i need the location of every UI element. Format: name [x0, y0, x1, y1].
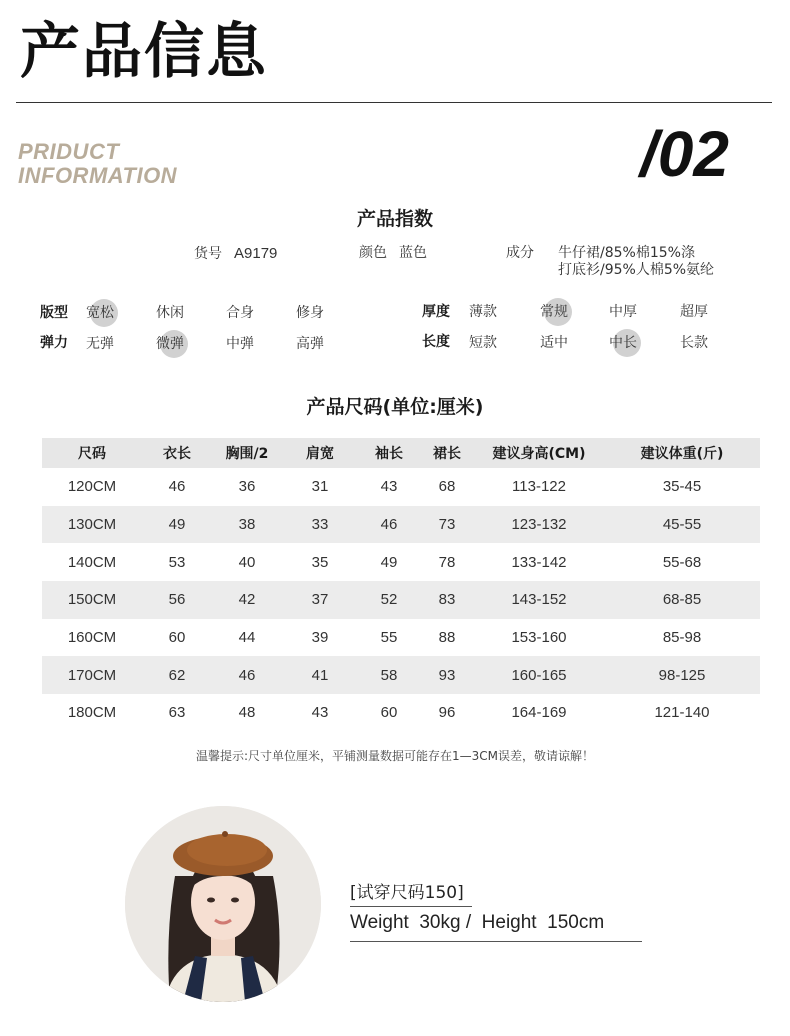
table-cell: 133-142	[511, 553, 567, 571]
table-cell: 93	[420, 656, 474, 694]
header-height: 建议身高(CM)	[474, 438, 604, 468]
table-cell: 150CM	[42, 581, 142, 619]
table-cell: 113-122	[512, 478, 566, 496]
fit-option-casual: 休闲	[156, 305, 184, 321]
length-option-short: 短款	[469, 335, 497, 351]
table-cell: 42	[212, 581, 282, 619]
header-skirt: 裙长	[420, 438, 474, 468]
model-illustration	[125, 806, 321, 1002]
english-title-line2: INFORMATION	[18, 163, 178, 188]
header-size: 尺码	[42, 438, 142, 468]
fitting-size-label: [试穿尺码150]	[350, 883, 464, 903]
color-label: 颜色	[359, 245, 387, 261]
table-row	[42, 581, 760, 619]
table-cell: 180CM	[67, 704, 117, 722]
fit-label: 版型	[40, 305, 68, 321]
sku-label: 货号	[194, 246, 222, 262]
table-cell: 46	[212, 656, 282, 694]
table-cell: 46	[358, 506, 420, 544]
table-cell: 121-140	[654, 704, 710, 722]
table-cell: 120CM	[67, 478, 117, 496]
table-cell: 60	[380, 704, 398, 722]
table-cell: 31	[311, 478, 329, 496]
elasticity-option-slight: 微弹	[156, 336, 184, 352]
table-row	[42, 656, 760, 694]
table-cell: 153-160	[511, 629, 567, 647]
table-cell: 96	[438, 704, 456, 722]
model-photo	[125, 806, 321, 1002]
table-cell: 85-98	[662, 629, 702, 647]
fit-option-slim: 修身	[296, 305, 324, 321]
table-cell: 68	[438, 478, 456, 496]
english-title	[18, 140, 177, 188]
table-cell: 35	[311, 553, 329, 571]
table-cell: 43	[311, 704, 329, 722]
material-line2: 打底衫/95%人棉5%氨纶	[558, 262, 715, 278]
header-chest: 胸围/2	[212, 438, 282, 468]
table-row	[42, 694, 760, 732]
fitting-measurements-underline	[350, 941, 642, 942]
material-line1: 牛仔裙/85%棉15%涤	[558, 245, 695, 261]
thickness-label: 厚度	[422, 304, 450, 320]
color-info	[359, 245, 427, 262]
table-cell: 55-68	[662, 553, 702, 571]
elasticity-label: 弹力	[40, 335, 68, 351]
table-cell: 46	[168, 478, 186, 496]
table-cell: 48	[238, 704, 256, 722]
table-cell: 49	[380, 553, 398, 571]
header-weight: 建议体重(斤)	[604, 438, 760, 468]
material-info	[558, 245, 714, 279]
table-cell: 62	[142, 656, 212, 694]
header-shoulder: 肩宽	[282, 438, 358, 468]
header-sleeve: 袖长	[358, 438, 420, 468]
fit-option-loose: 宽松	[86, 305, 114, 321]
elasticity-option-high: 高弹	[296, 336, 324, 352]
table-row	[42, 543, 760, 581]
elasticity-option-medium: 中弹	[226, 336, 254, 352]
table-cell: 55	[380, 629, 398, 647]
table-cell: 37	[282, 581, 358, 619]
table-cell: 43	[380, 478, 398, 496]
table-cell: 33	[282, 506, 358, 544]
length-option-long: 长款	[680, 335, 708, 351]
table-cell: 160CM	[67, 629, 117, 647]
sku-value: A9179	[234, 245, 278, 262]
color-value: 蓝色	[399, 245, 427, 261]
table-cell: 53	[168, 553, 186, 571]
table-cell: 38	[212, 506, 282, 544]
english-title-line1: PRIDUCT	[18, 139, 120, 164]
sku-info	[194, 245, 277, 263]
table-cell: 39	[311, 629, 329, 647]
size-chart-title: 产品尺码(单位:厘米)	[306, 396, 484, 418]
product-index-title: 产品指数	[356, 208, 433, 230]
thickness-option-mid-thick: 中厚	[609, 304, 637, 320]
table-row	[42, 506, 760, 544]
table-cell: 78	[438, 553, 456, 571]
table-cell: 45-55	[604, 506, 760, 544]
table-cell: 83	[420, 581, 474, 619]
table-cell: 170CM	[42, 656, 142, 694]
material-label: 成分	[506, 245, 534, 261]
table-cell: 140CM	[67, 553, 117, 571]
table-cell: 73	[420, 506, 474, 544]
table-row	[42, 468, 760, 506]
table-cell: 56	[142, 581, 212, 619]
fitting-measurements: Weight 30kg / Height 150cm	[350, 912, 605, 933]
header-length: 衣长	[142, 438, 212, 468]
elasticity-option-none: 无弹	[86, 336, 114, 352]
length-option-mid-long: 中长	[609, 335, 637, 351]
table-cell: 160-165	[474, 656, 604, 694]
table-cell: 36	[238, 478, 256, 496]
section-number: /02	[640, 118, 729, 190]
size-table	[42, 438, 760, 732]
table-cell: 130CM	[42, 506, 142, 544]
table-cell: 41	[282, 656, 358, 694]
table-cell: 58	[358, 656, 420, 694]
page-title: 产品信息	[20, 17, 268, 87]
table-row	[42, 619, 760, 657]
fitting-label-underline	[350, 906, 472, 907]
table-cell: 44	[238, 629, 256, 647]
table-cell: 98-125	[604, 656, 760, 694]
length-label: 长度	[422, 334, 450, 350]
thickness-option-regular: 常规	[540, 304, 568, 320]
table-cell: 52	[358, 581, 420, 619]
length-option-moderate: 适中	[540, 335, 568, 351]
table-cell: 40	[238, 553, 256, 571]
thickness-option-extra-thick: 超厚	[680, 304, 708, 320]
table-cell: 88	[438, 629, 456, 647]
table-cell: 164-169	[511, 704, 567, 722]
size-note: 温馨提示:尺寸单位厘米，平铺测量数据可能存在1—3CM误差，敬请谅解！	[195, 749, 595, 763]
title-divider	[16, 102, 772, 103]
table-cell: 49	[142, 506, 212, 544]
thickness-option-thin: 薄款	[469, 304, 497, 320]
table-cell: 63	[168, 704, 186, 722]
table-cell: 35-45	[662, 478, 702, 496]
table-cell: 123-132	[474, 506, 604, 544]
size-table-header	[42, 438, 760, 468]
table-cell: 143-152	[474, 581, 604, 619]
table-cell: 60	[168, 629, 186, 647]
fit-option-regular: 合身	[226, 305, 254, 321]
table-cell: 68-85	[604, 581, 760, 619]
